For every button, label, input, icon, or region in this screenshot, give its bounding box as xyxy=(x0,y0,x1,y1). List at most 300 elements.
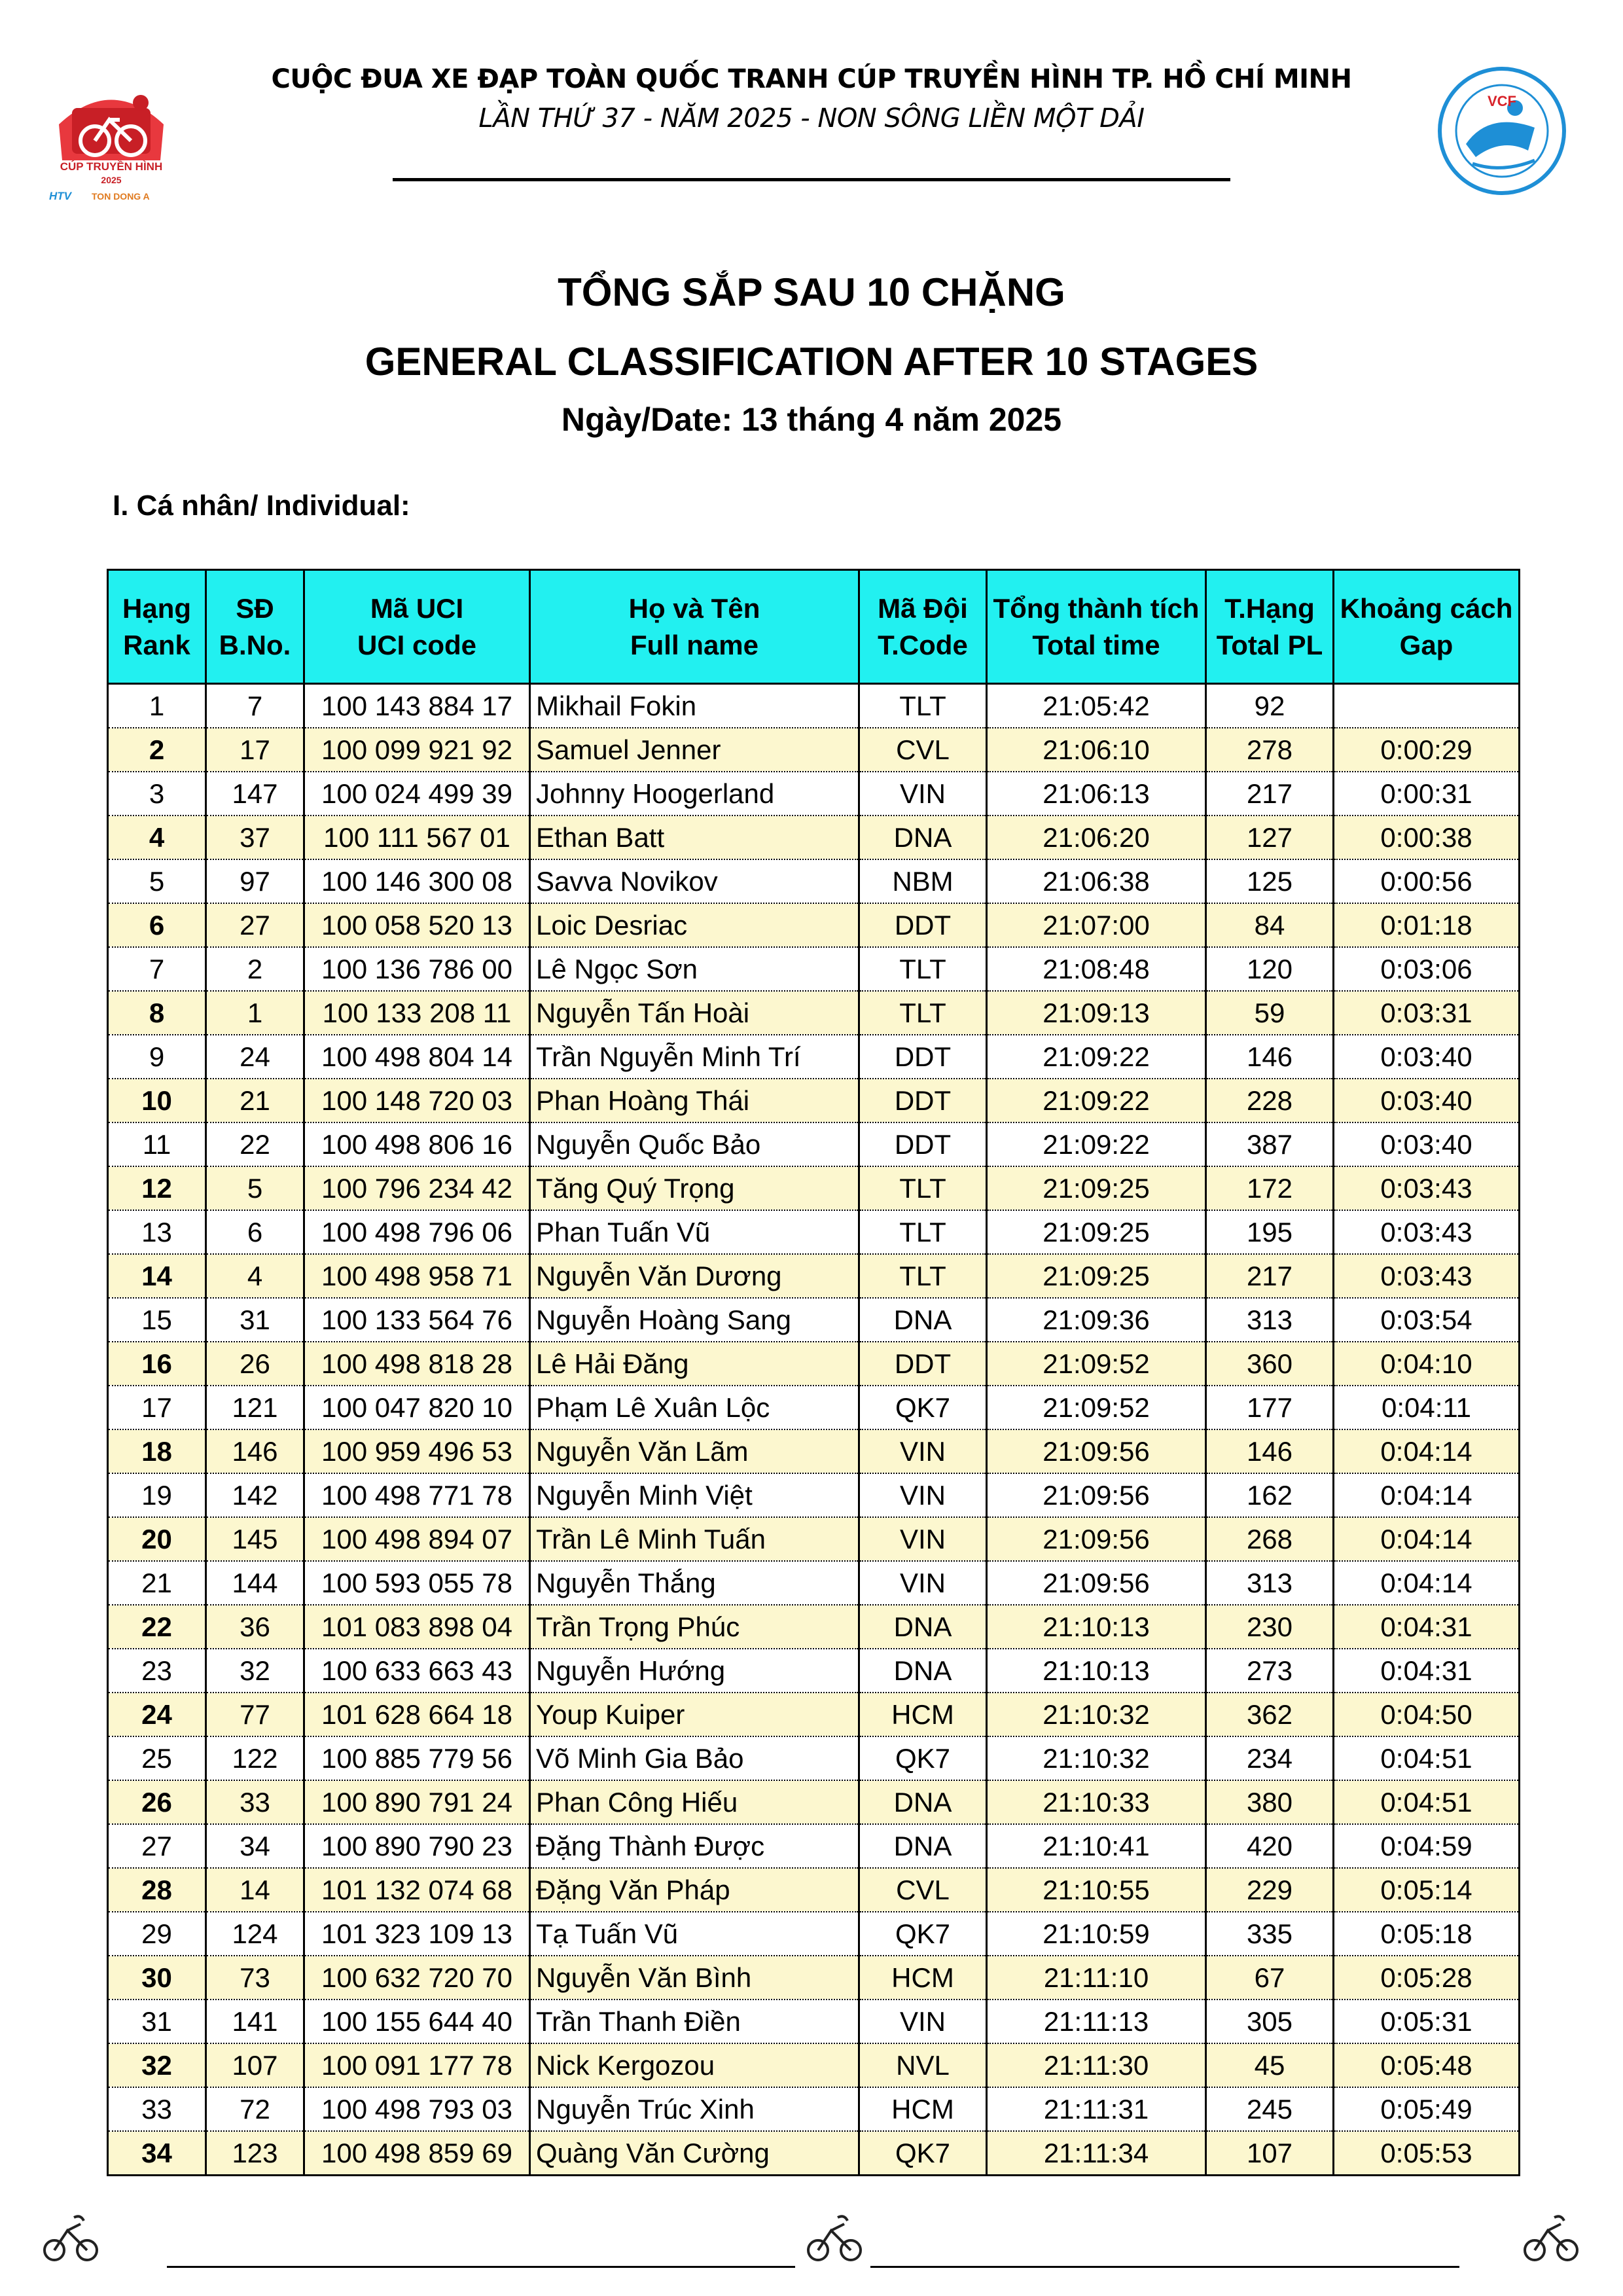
rank-cell: 5 xyxy=(108,859,206,903)
gap-cell: 0:03:06 xyxy=(1334,947,1520,991)
name-cell: Mikhail Fokin xyxy=(530,684,859,728)
time-cell: 21:09:22 xyxy=(987,1035,1206,1079)
time-cell: 21:09:56 xyxy=(987,1561,1206,1605)
table-row xyxy=(108,1736,1520,1780)
points-cell: 146 xyxy=(1206,1429,1334,1473)
rank-cell: 3 xyxy=(108,772,206,816)
team-cell: TLT xyxy=(859,1210,987,1254)
points-cell: 120 xyxy=(1206,947,1334,991)
points-cell: 362 xyxy=(1206,1693,1334,1736)
time-cell: 21:11:13 xyxy=(987,2000,1206,2043)
bib-cell: 31 xyxy=(206,1298,304,1342)
uci-cell: 100 498 958 71 xyxy=(304,1254,530,1298)
name-cell: Nick Kergozou xyxy=(530,2043,859,2087)
uci-cell: 100 959 496 53 xyxy=(304,1429,530,1473)
footer-divider-right xyxy=(870,2266,1459,2268)
table-row xyxy=(108,1473,1520,1517)
uci-cell: 100 148 720 03 xyxy=(304,1079,530,1122)
bib-cell: 147 xyxy=(206,772,304,816)
footer-divider-left xyxy=(167,2266,795,2268)
bib-cell: 124 xyxy=(206,1912,304,1956)
table-row xyxy=(108,1693,1520,1736)
table-row xyxy=(108,1912,1520,1956)
time-cell: 21:09:25 xyxy=(987,1166,1206,1210)
uci-cell: 100 498 806 16 xyxy=(304,1122,530,1166)
uci-cell: 100 498 859 69 xyxy=(304,2131,530,2176)
name-cell: Tăng Quý Trọng xyxy=(530,1166,859,1210)
points-cell: 162 xyxy=(1206,1473,1334,1517)
uci-cell: 100 890 791 24 xyxy=(304,1780,530,1824)
bib-cell: 24 xyxy=(206,1035,304,1079)
name-cell: Nguyễn Trúc Xinh xyxy=(530,2087,859,2131)
name-cell: Nguyễn Văn Bình xyxy=(530,1956,859,2000)
gap-cell: 0:04:11 xyxy=(1334,1386,1520,1429)
name-cell: Savva Novikov xyxy=(530,859,859,903)
gap-cell: 0:00:56 xyxy=(1334,859,1520,903)
rank-cell: 29 xyxy=(108,1912,206,1956)
points-cell: 125 xyxy=(1206,859,1334,903)
gap-cell: 0:04:59 xyxy=(1334,1824,1520,1868)
team-cell: DDT xyxy=(859,1035,987,1079)
table-row xyxy=(108,1210,1520,1254)
uci-cell: 100 890 790 23 xyxy=(304,1824,530,1868)
rank-cell: 27 xyxy=(108,1824,206,1868)
uci-cell: 100 498 796 06 xyxy=(304,1210,530,1254)
points-cell: 229 xyxy=(1206,1868,1334,1912)
uci-cell: 100 133 564 76 xyxy=(304,1298,530,1342)
team-cell: VIN xyxy=(859,2000,987,2043)
rank-cell: 32 xyxy=(108,2043,206,2087)
time-cell: 21:11:10 xyxy=(987,1956,1206,2000)
cup-logo-text: CÚP TRUYỀN HÌNH xyxy=(60,160,163,173)
col-header-rank: Hạng Rank xyxy=(108,570,206,684)
team-cell: DNA xyxy=(859,1780,987,1824)
points-cell: 305 xyxy=(1206,2000,1334,2043)
team-cell: DDT xyxy=(859,1122,987,1166)
bib-cell: 5 xyxy=(206,1166,304,1210)
rank-cell: 7 xyxy=(108,947,206,991)
time-cell: 21:09:56 xyxy=(987,1429,1206,1473)
uci-cell: 100 155 644 40 xyxy=(304,2000,530,2043)
bib-cell: 21 xyxy=(206,1079,304,1122)
page-title-en: GENERAL CLASSIFICATION AFTER 10 STAGES xyxy=(365,340,1258,384)
time-cell: 21:10:32 xyxy=(987,1693,1206,1736)
bib-cell: 1 xyxy=(206,991,304,1035)
points-cell: 59 xyxy=(1206,991,1334,1035)
points-cell: 313 xyxy=(1206,1561,1334,1605)
gap-cell: 0:05:53 xyxy=(1334,2131,1520,2176)
rank-cell: 22 xyxy=(108,1605,206,1649)
table-row xyxy=(108,1429,1520,1473)
gap-cell: 0:03:40 xyxy=(1334,1079,1520,1122)
points-cell: 107 xyxy=(1206,2131,1334,2176)
gap-cell: 0:05:49 xyxy=(1334,2087,1520,2131)
gap-cell: 0:04:14 xyxy=(1334,1561,1520,1605)
time-cell: 21:09:25 xyxy=(987,1254,1206,1298)
uci-cell: 100 632 720 70 xyxy=(304,1956,530,2000)
time-cell: 21:09:56 xyxy=(987,1517,1206,1561)
section-heading: I. Cá nhân/ Individual: xyxy=(113,490,410,522)
bib-cell: 26 xyxy=(206,1342,304,1386)
team-cell: HCM xyxy=(859,1693,987,1736)
time-cell: 21:05:42 xyxy=(987,684,1206,728)
team-cell: DNA xyxy=(859,1649,987,1693)
name-cell: Nguyễn Văn Dương xyxy=(530,1254,859,1298)
name-cell: Nguyễn Thắng xyxy=(530,1561,859,1605)
gap-cell: 0:03:40 xyxy=(1334,1122,1520,1166)
gap-cell: 0:04:31 xyxy=(1334,1605,1520,1649)
name-cell: Lê Hải Đăng xyxy=(530,1342,859,1386)
uci-cell: 100 099 921 92 xyxy=(304,728,530,772)
name-cell: Nguyễn Văn Lãm xyxy=(530,1429,859,1473)
time-cell: 21:06:20 xyxy=(987,816,1206,859)
uci-cell: 100 498 804 14 xyxy=(304,1035,530,1079)
rank-cell: 31 xyxy=(108,2000,206,2043)
team-cell: HCM xyxy=(859,2087,987,2131)
bib-cell: 4 xyxy=(206,1254,304,1298)
team-cell: DDT xyxy=(859,1342,987,1386)
table-row xyxy=(108,1956,1520,2000)
table-row xyxy=(108,947,1520,991)
time-cell: 21:10:33 xyxy=(987,1780,1206,1824)
gap-cell: 0:03:31 xyxy=(1334,991,1520,1035)
uci-cell: 100 136 786 00 xyxy=(304,947,530,991)
points-cell: 146 xyxy=(1206,1035,1334,1079)
team-cell: VIN xyxy=(859,1561,987,1605)
header-divider xyxy=(393,178,1230,181)
table-row xyxy=(108,1122,1520,1166)
uci-cell: 100 024 499 39 xyxy=(304,772,530,816)
points-cell: 313 xyxy=(1206,1298,1334,1342)
rank-cell: 30 xyxy=(108,1956,206,2000)
rank-cell: 2 xyxy=(108,728,206,772)
bib-cell: 145 xyxy=(206,1517,304,1561)
cyclist-icon xyxy=(38,2204,103,2267)
table-row xyxy=(108,1517,1520,1561)
rank-cell: 4 xyxy=(108,816,206,859)
table-row xyxy=(108,1780,1520,1824)
table-row xyxy=(108,728,1520,772)
bib-cell: 144 xyxy=(206,1561,304,1605)
team-cell: CVL xyxy=(859,1868,987,1912)
time-cell: 21:09:13 xyxy=(987,991,1206,1035)
team-cell: NVL xyxy=(859,2043,987,2087)
name-cell: Nguyễn Tấn Hoài xyxy=(530,991,859,1035)
points-cell: 245 xyxy=(1206,2087,1334,2131)
points-cell: 45 xyxy=(1206,2043,1334,2087)
table-row xyxy=(108,991,1520,1035)
gap-cell: 0:03:40 xyxy=(1334,1035,1520,1079)
time-cell: 21:09:56 xyxy=(987,1473,1206,1517)
bib-cell: 73 xyxy=(206,1956,304,2000)
name-cell: Lê Ngọc Sơn xyxy=(530,947,859,991)
table-row xyxy=(108,1649,1520,1693)
uci-cell: 101 083 898 04 xyxy=(304,1605,530,1649)
table-row xyxy=(108,2131,1520,2176)
bib-cell: 107 xyxy=(206,2043,304,2087)
rank-cell: 1 xyxy=(108,684,206,728)
rank-cell: 8 xyxy=(108,991,206,1035)
classification-table xyxy=(107,569,1520,2176)
bib-cell: 33 xyxy=(206,1780,304,1824)
bib-cell: 34 xyxy=(206,1824,304,1868)
gap-cell: 0:00:29 xyxy=(1334,728,1520,772)
table-row xyxy=(108,1386,1520,1429)
uci-cell: 100 498 894 07 xyxy=(304,1517,530,1561)
uci-cell: 100 633 663 43 xyxy=(304,1649,530,1693)
time-cell: 21:09:22 xyxy=(987,1079,1206,1122)
time-cell: 21:06:10 xyxy=(987,728,1206,772)
gap-cell: 0:05:18 xyxy=(1334,1912,1520,1956)
col-header-gap: Khoảng cách Gap xyxy=(1334,570,1520,684)
points-cell: 278 xyxy=(1206,728,1334,772)
team-cell: QK7 xyxy=(859,1912,987,1956)
points-cell: 172 xyxy=(1206,1166,1334,1210)
rank-cell: 15 xyxy=(108,1298,206,1342)
name-cell: Nguyễn Hướng xyxy=(530,1649,859,1693)
uci-cell: 101 628 664 18 xyxy=(304,1693,530,1736)
team-cell: VIN xyxy=(859,1517,987,1561)
time-cell: 21:09:52 xyxy=(987,1342,1206,1386)
bib-cell: 37 xyxy=(206,816,304,859)
table-row xyxy=(108,772,1520,816)
cyclist-icon xyxy=(802,2204,867,2267)
gap-cell: 0:04:10 xyxy=(1334,1342,1520,1386)
time-cell: 21:09:52 xyxy=(987,1386,1206,1429)
rank-cell: 20 xyxy=(108,1517,206,1561)
team-cell: TLT xyxy=(859,991,987,1035)
name-cell: Ethan Batt xyxy=(530,816,859,859)
points-cell: 195 xyxy=(1206,1210,1334,1254)
team-cell: TLT xyxy=(859,947,987,991)
rank-cell: 19 xyxy=(108,1473,206,1517)
uci-cell: 100 796 234 42 xyxy=(304,1166,530,1210)
col-header-bib: SĐ B.No. xyxy=(206,570,304,684)
name-cell: Phan Hoàng Thái xyxy=(530,1079,859,1122)
name-cell: Johnny Hoogerland xyxy=(530,772,859,816)
uci-cell: 100 146 300 08 xyxy=(304,859,530,903)
gap-cell: 0:03:43 xyxy=(1334,1210,1520,1254)
gap-cell: 0:05:48 xyxy=(1334,2043,1520,2087)
sponsor-htv: HTV xyxy=(49,190,71,202)
bib-cell: 32 xyxy=(206,1649,304,1693)
col-header-name: Họ và Tên Full name xyxy=(530,570,859,684)
points-cell: 420 xyxy=(1206,1824,1334,1868)
bib-cell: 22 xyxy=(206,1122,304,1166)
uci-cell: 100 047 820 10 xyxy=(304,1386,530,1429)
table-row xyxy=(108,1561,1520,1605)
points-cell: 230 xyxy=(1206,1605,1334,1649)
time-cell: 21:09:25 xyxy=(987,1210,1206,1254)
points-cell: 67 xyxy=(1206,1956,1334,2000)
gap-cell: 0:04:51 xyxy=(1334,1736,1520,1780)
name-cell: Trần Nguyễn Minh Trí xyxy=(530,1035,859,1079)
page-date: Ngày/Date: 13 tháng 4 năm 2025 xyxy=(561,401,1062,438)
team-cell: HCM xyxy=(859,1956,987,2000)
table-row xyxy=(108,1298,1520,1342)
time-cell: 21:06:13 xyxy=(987,772,1206,816)
bib-cell: 123 xyxy=(206,2131,304,2176)
rank-cell: 12 xyxy=(108,1166,206,1210)
table-row xyxy=(108,816,1520,859)
col-header-team: Mã Đội T.Code xyxy=(859,570,987,684)
gap-cell: 0:04:14 xyxy=(1334,1429,1520,1473)
gap-cell: 0:03:54 xyxy=(1334,1298,1520,1342)
name-cell: Trần Trọng Phúc xyxy=(530,1605,859,1649)
bib-cell: 146 xyxy=(206,1429,304,1473)
gap-cell: 0:05:28 xyxy=(1334,1956,1520,2000)
col-header-uci: Mã UCI UCI code xyxy=(304,570,530,684)
team-cell: VIN xyxy=(859,772,987,816)
time-cell: 21:10:59 xyxy=(987,1912,1206,1956)
rank-cell: 25 xyxy=(108,1736,206,1780)
name-cell: Nguyễn Minh Việt xyxy=(530,1473,859,1517)
rank-cell: 17 xyxy=(108,1386,206,1429)
name-cell: Trần Thanh Điền xyxy=(530,2000,859,2043)
points-cell: 380 xyxy=(1206,1780,1334,1824)
points-cell: 84 xyxy=(1206,903,1334,947)
cup-logo-year: 2025 xyxy=(101,175,122,185)
name-cell: Võ Minh Gia Bảo xyxy=(530,1736,859,1780)
name-cell: Phan Công Hiếu xyxy=(530,1780,859,1824)
table-row xyxy=(108,859,1520,903)
team-cell: DDT xyxy=(859,1079,987,1122)
bib-cell: 36 xyxy=(206,1605,304,1649)
bib-cell: 122 xyxy=(206,1736,304,1780)
uci-cell: 100 143 884 17 xyxy=(304,684,530,728)
uci-cell: 100 885 779 56 xyxy=(304,1736,530,1780)
bib-cell: 17 xyxy=(206,728,304,772)
name-cell: Trần Lê Minh Tuấn xyxy=(530,1517,859,1561)
bib-cell: 72 xyxy=(206,2087,304,2131)
points-cell: 360 xyxy=(1206,1342,1334,1386)
name-cell: Đặng Văn Pháp xyxy=(530,1868,859,1912)
gap-cell: 0:04:51 xyxy=(1334,1780,1520,1824)
table-row xyxy=(108,1079,1520,1122)
points-cell: 387 xyxy=(1206,1122,1334,1166)
bib-cell: 2 xyxy=(206,947,304,991)
team-cell: QK7 xyxy=(859,1736,987,1780)
uci-cell: 101 132 074 68 xyxy=(304,1868,530,1912)
table-row xyxy=(108,1254,1520,1298)
team-cell: TLT xyxy=(859,1166,987,1210)
team-cell: NBM xyxy=(859,859,987,903)
bib-cell: 141 xyxy=(206,2000,304,2043)
points-cell: 217 xyxy=(1206,1254,1334,1298)
name-cell: Phan Tuấn Vũ xyxy=(530,1210,859,1254)
name-cell: Samuel Jenner xyxy=(530,728,859,772)
name-cell: Quàng Văn Cường xyxy=(530,2131,859,2176)
rank-cell: 6 xyxy=(108,903,206,947)
bib-cell: 77 xyxy=(206,1693,304,1736)
uci-cell: 100 593 055 78 xyxy=(304,1561,530,1605)
col-header-points: T.Hạng Total PL xyxy=(1206,570,1334,684)
gap-cell: 0:00:31 xyxy=(1334,772,1520,816)
points-cell: 92 xyxy=(1206,684,1334,728)
time-cell: 21:11:31 xyxy=(987,2087,1206,2131)
gap-cell: 0:03:43 xyxy=(1334,1166,1520,1210)
team-cell: VIN xyxy=(859,1429,987,1473)
bib-cell: 14 xyxy=(206,1868,304,1912)
table-row xyxy=(108,2043,1520,2087)
table-row xyxy=(108,684,1520,728)
bib-cell: 7 xyxy=(206,684,304,728)
points-cell: 273 xyxy=(1206,1649,1334,1693)
rank-cell: 9 xyxy=(108,1035,206,1079)
table-row xyxy=(108,903,1520,947)
team-cell: DNA xyxy=(859,1824,987,1868)
time-cell: 21:07:00 xyxy=(987,903,1206,947)
team-cell: TLT xyxy=(859,684,987,728)
time-cell: 21:08:48 xyxy=(987,947,1206,991)
table-row xyxy=(108,2000,1520,2043)
time-cell: 21:10:41 xyxy=(987,1824,1206,1868)
time-cell: 21:10:55 xyxy=(987,1868,1206,1912)
gap-cell: 0:05:14 xyxy=(1334,1868,1520,1912)
gap-cell: 0:04:14 xyxy=(1334,1473,1520,1517)
col-header-time: Tổng thành tích Total time xyxy=(987,570,1206,684)
points-cell: 234 xyxy=(1206,1736,1334,1780)
rank-cell: 28 xyxy=(108,1868,206,1912)
table-row xyxy=(108,1035,1520,1079)
name-cell: Phạm Lê Xuân Lộc xyxy=(530,1386,859,1429)
name-cell: Youp Kuiper xyxy=(530,1693,859,1736)
rank-cell: 14 xyxy=(108,1254,206,1298)
gap-cell: 0:01:18 xyxy=(1334,903,1520,947)
rank-cell: 16 xyxy=(108,1342,206,1386)
cyclist-icon xyxy=(1518,2204,1584,2267)
uci-cell: 100 133 208 11 xyxy=(304,991,530,1035)
time-cell: 21:10:13 xyxy=(987,1605,1206,1649)
points-cell: 228 xyxy=(1206,1079,1334,1122)
name-cell: Đặng Thành Được xyxy=(530,1824,859,1868)
gap-cell: 0:03:43 xyxy=(1334,1254,1520,1298)
bib-cell: 121 xyxy=(206,1386,304,1429)
name-cell: Loic Desriac xyxy=(530,903,859,947)
time-cell: 21:11:30 xyxy=(987,2043,1206,2087)
gap-cell xyxy=(1334,684,1520,728)
rank-cell: 34 xyxy=(108,2131,206,2176)
time-cell: 21:10:32 xyxy=(987,1736,1206,1780)
gap-cell: 0:00:38 xyxy=(1334,816,1520,859)
bib-cell: 97 xyxy=(206,859,304,903)
rank-cell: 26 xyxy=(108,1780,206,1824)
uci-cell: 100 091 177 78 xyxy=(304,2043,530,2087)
gap-cell: 0:04:50 xyxy=(1334,1693,1520,1736)
points-cell: 177 xyxy=(1206,1386,1334,1429)
table-row xyxy=(108,1342,1520,1386)
points-cell: 268 xyxy=(1206,1517,1334,1561)
uci-cell: 101 323 109 13 xyxy=(304,1912,530,1956)
gap-cell: 0:04:31 xyxy=(1334,1649,1520,1693)
table-row xyxy=(108,1868,1520,1912)
team-cell: DNA xyxy=(859,1605,987,1649)
name-cell: Tạ Tuấn Vũ xyxy=(530,1912,859,1956)
bib-cell: 6 xyxy=(206,1210,304,1254)
team-cell: VIN xyxy=(859,1473,987,1517)
table-row xyxy=(108,1605,1520,1649)
vcf-logo-text: VCF xyxy=(1488,93,1516,109)
vcf-logo xyxy=(1436,65,1567,196)
rank-cell: 23 xyxy=(108,1649,206,1693)
rank-cell: 18 xyxy=(108,1429,206,1473)
table-row xyxy=(108,1166,1520,1210)
points-cell: 335 xyxy=(1206,1912,1334,1956)
rank-cell: 11 xyxy=(108,1122,206,1166)
sponsor-tondonga: TON DONG A xyxy=(92,191,150,202)
time-cell: 21:09:36 xyxy=(987,1298,1206,1342)
rank-cell: 21 xyxy=(108,1561,206,1605)
